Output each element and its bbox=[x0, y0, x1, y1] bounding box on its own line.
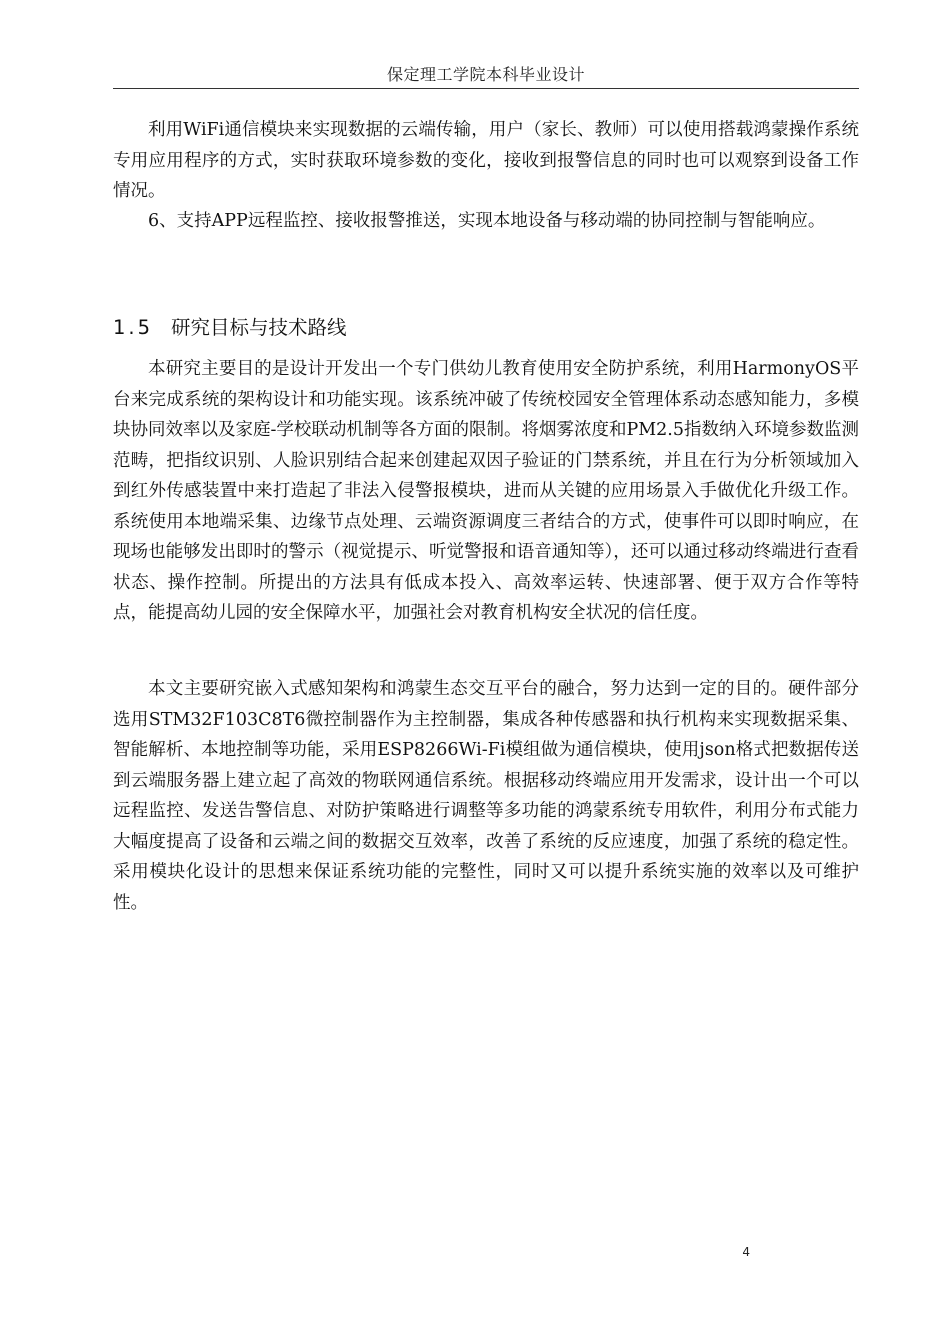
paragraph-research-goal: 本研究主要目的是设计开发出一个专门供幼儿教育使用安全防护系统，利用HarmonyOS平台来完成系统的架构设计和功能实现。该系统冲破了传统校园安全管理体系动态感知能力，多模块协同效率以及家庭-学校联动机制等各方面的限制。将烟雾浓度和PM2.5指数纳入环境参数监测范畴，把指纹识别、人脸识别结合起来创建起双因子验证的门禁系统，并且在行为分析领域加入到红外传感装置中来打造起了非法入侵警报模块，进而从关键的应用场景入手做优化升级工作。系统使用本地端采集、边缘节点处理、云端资源调度三者结合的方式，使事件可以即时响应，在现场也能够发出即时的警示（视觉提示、听觉警报和语音通知等），还可以通过移动终端进行查看状态、操作控制。所提出的方法具有低成本投入、高效率运转、快速部署、便于双方合作等特点，能提高幼儿园的安全保障水平，加强社会对教育机构安全状况的信任度。 bbox=[113, 359, 859, 623]
page-number: 4 bbox=[742, 1245, 750, 1259]
paragraph-item-6: 6、支持APP远程监控、接收报警推送，实现本地设备与移动端的协同控制与智能响应。 bbox=[148, 211, 826, 231]
paragraph-technical-route: 本文主要研究嵌入式感知架构和鸿蒙生态交互平台的融合，努力达到一定的目的。硬件部分选用STM32F103C8T6微控制器作为主控制器，集成各种传感器和执行机构来实现数据采集、智能解析、本地控制等功能，采用ESP8266Wi-Fi模组做为通信模块，使用json格式把数据传送到云端服务器上建立起了高效的物联网通信系统。根据移动终端应用开发需求，设计出一个可以远程监控、发送告警信息、对防护策略进行调整等多功能的鸿蒙系统专用软件，利用分布式能力大幅度提高了设备和云端之间的数据交互效率，改善了系统的反应速度，加强了系统的稳定性。采用模块化设计的思想来保证系统功能的完整性，同时又可以提升系统实施的效率以及可维护性。 bbox=[113, 679, 859, 913]
section-number: 1.5 bbox=[113, 316, 154, 339]
paragraph-wifi-cloud: 利用WiFi通信模块来实现数据的云端传输，用户（家长、教师）可以使用搭载鸿蒙操作系统专用应用程序的方式，实时获取环境参数的变化，接收到报警信息的同时也可以观察到设备工作情况。 bbox=[113, 120, 859, 201]
section-heading bbox=[113, 311, 859, 345]
header-divider bbox=[113, 88, 859, 89]
page-header-title: 保定理工学院本科毕业设计 bbox=[386, 65, 585, 84]
section-title: 研究目标与技术路线 bbox=[171, 316, 347, 339]
